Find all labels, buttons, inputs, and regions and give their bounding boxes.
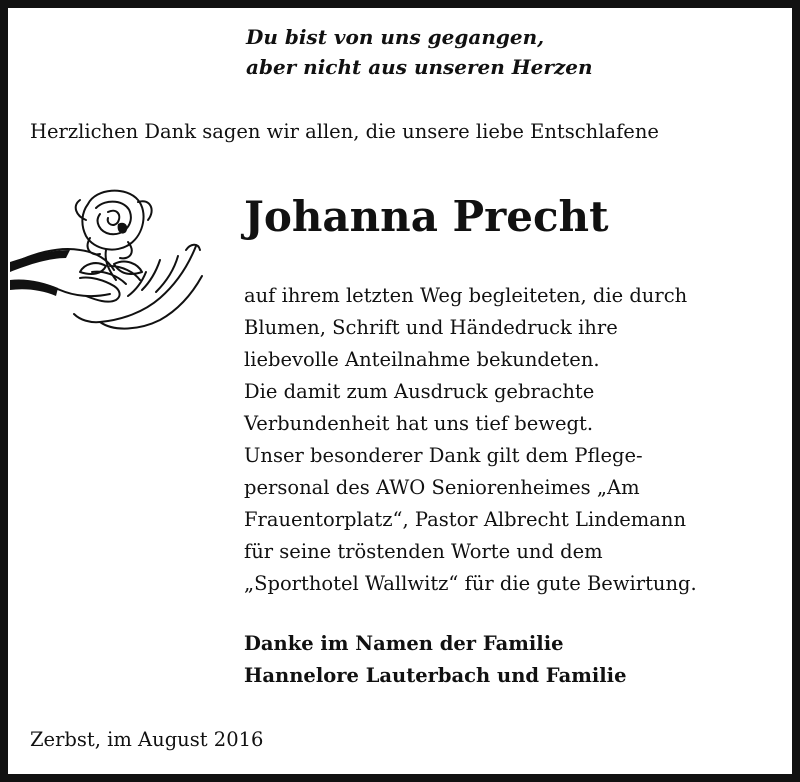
- message-line: „Sporthotel Wallwitz“ für die gute Bewirtung.: [244, 572, 697, 595]
- intro-text: Herzlichen Dank sagen wir allen, die unsere liebe Entschlafene: [30, 120, 659, 143]
- message-line: Frauentorplatz“, Pastor Albrecht Lindemann: [244, 508, 687, 531]
- signature: [244, 628, 626, 692]
- signature-line-1: Danke im Namen der Familie: [244, 632, 564, 655]
- motto: [246, 22, 726, 82]
- deceased-name: Johanna Precht: [244, 192, 609, 241]
- rose-in-hands-icon: [10, 180, 205, 345]
- motto-line-1: Du bist von uns gegangen,: [246, 25, 545, 49]
- message-line: auf ihrem letzten Weg begleiteten, die durch: [244, 284, 688, 307]
- place-date: Zerbst, im August 2016: [30, 728, 264, 751]
- signature-line-2: Hannelore Lauterbach und Familie: [244, 664, 627, 687]
- message-line: liebevolle Anteilnahme bekundeten.: [244, 348, 600, 371]
- message-line: für seine tröstenden Worte und dem: [244, 540, 603, 563]
- message-line: Die damit zum Ausdruck gebrachte: [244, 380, 595, 403]
- message-line: personal des AWO Seniorenheimes „Am: [244, 476, 640, 499]
- message-line: Unser besonderer Dank gilt dem Pflege-: [244, 444, 643, 467]
- message-body: [244, 280, 697, 600]
- message-line: Verbundenheit hat uns tief bewegt.: [244, 412, 594, 435]
- motto-line-2: aber nicht aus unseren Herzen: [246, 55, 593, 79]
- message-line: Blumen, Schrift und Händedruck ihre: [244, 316, 618, 339]
